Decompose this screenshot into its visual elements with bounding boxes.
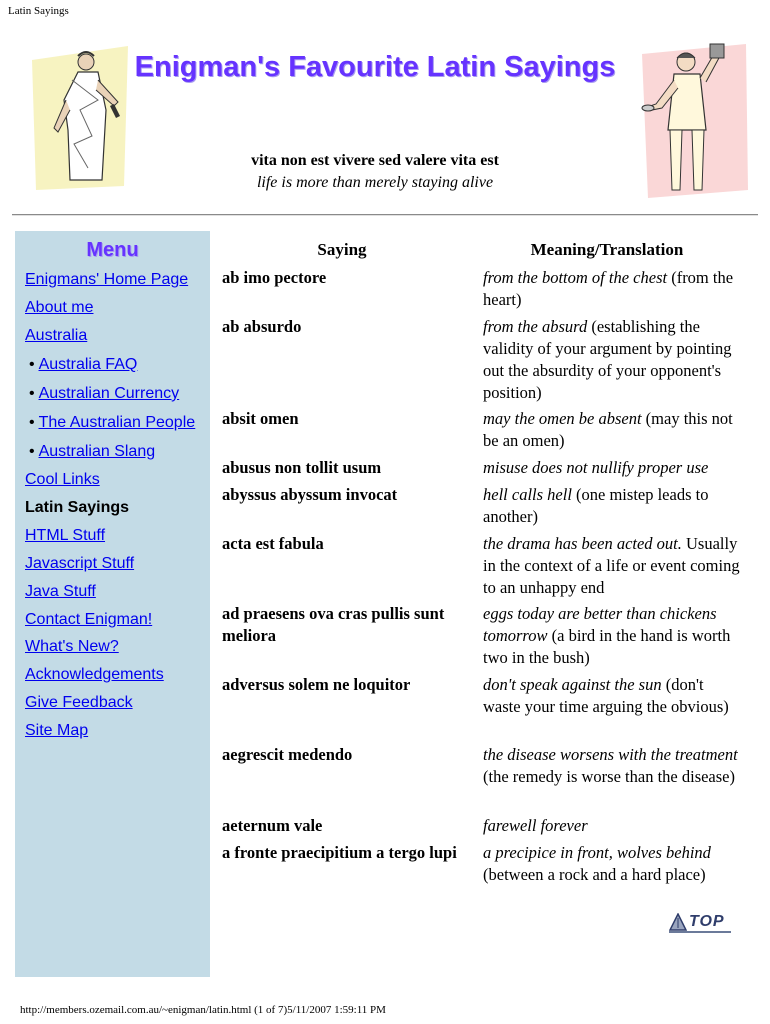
menu-item-html-stuff[interactable]: HTML Stuff (25, 527, 106, 544)
menu-title: Menu (86, 239, 139, 261)
motto-latin: vita non est vivere sed valere vita est (251, 152, 499, 169)
latin-saying: a fronte praecipitium a tergo lupi (222, 843, 457, 862)
menu-item-australian-currency[interactable] (29, 384, 179, 404)
literal-translation: farewell forever (483, 816, 588, 835)
menu-item-australia-faq[interactable] (29, 355, 137, 375)
menu-item-site-map[interactable]: Site Map (25, 722, 89, 739)
menu-item-latin-sayings-current: Latin Sayings (25, 499, 130, 516)
latin-saying: acta est fabula (222, 534, 324, 553)
latin-saying: abusus non tollit usum (222, 458, 382, 477)
meaning (483, 316, 741, 404)
latin-saying: absit omen (222, 409, 299, 428)
literal-translation: may the omen be absent (483, 409, 642, 428)
menu-item-whats-new[interactable]: What's New? (25, 638, 119, 655)
top-label: TOP (689, 913, 725, 930)
column-header-meaning: Meaning/Translation (530, 240, 684, 259)
menu-item-label[interactable]: Australia FAQ (38, 356, 138, 373)
latin-saying: aeternum vale (222, 816, 323, 835)
literal-translation: a precipice in front, wolves behind (483, 843, 711, 862)
print-footer: http://members.ozemail.com.au/~enigman/latin.html (1 of 7)5/11/2007 1:59:11 PM (20, 1004, 386, 1016)
column-header-saying: Saying (317, 240, 367, 259)
menu-item-australian-slang[interactable] (29, 442, 155, 462)
meaning (483, 457, 741, 479)
literal-translation: hell calls hell (483, 485, 572, 504)
menu-item-australia[interactable]: Australia (25, 327, 88, 344)
menu-item-cool-links[interactable]: Cool Links (25, 471, 100, 488)
literal-translation: the disease worsens with the treatment (483, 745, 738, 764)
meaning (483, 484, 741, 528)
page-title: Enigman's Favourite Latin Sayings (134, 51, 616, 83)
meaning (483, 533, 741, 599)
explanation: Usually in the context of a life or event coming to an unhappy end (483, 534, 740, 597)
latin-saying: ad praesens ova cras pullis sunt meliora (222, 604, 445, 645)
roman-figure-right-illustration (622, 40, 750, 200)
menu-item-give-feedback[interactable]: Give Feedback (25, 694, 133, 711)
latin-saying: aegrescit medendo (222, 745, 353, 764)
literal-translation: from the bottom of the chest (483, 268, 668, 287)
bullet: • (29, 356, 35, 373)
menu-item-australian-people[interactable] (29, 413, 195, 433)
menu-item-label[interactable]: The Australian People (38, 414, 196, 431)
menu-item-contact[interactable]: Contact Enigman! (25, 611, 153, 628)
explanation: (may this not be an omen) (483, 409, 733, 450)
back-to-top-button[interactable] (669, 911, 731, 933)
explanation: (from the heart) (483, 268, 734, 309)
sidebar-menu (15, 231, 210, 977)
top-underline (669, 931, 731, 933)
up-triangle-icon (669, 913, 687, 931)
explanation: (the remedy is worse than the disease) (483, 767, 735, 786)
meaning (483, 267, 741, 311)
meaning (483, 408, 741, 452)
motto-english: life is more than merely staying alive (256, 174, 494, 191)
explanation: (one mistep leads to another) (483, 485, 709, 526)
horizontal-divider (12, 214, 758, 216)
print-header: Latin Sayings (8, 5, 69, 17)
literal-translation: the drama has been acted out. (483, 534, 682, 553)
menu-item-acknowledgements[interactable]: Acknowledgements (25, 666, 164, 683)
latin-saying: abyssus abyssum invocat (222, 485, 398, 504)
menu-item-about-me[interactable]: About me (25, 299, 94, 316)
literal-translation: from the absurd (483, 317, 588, 336)
menu-item-label[interactable]: Australian Slang (38, 443, 156, 460)
explanation: (a bird in the hand is worth two in the bush) (483, 626, 731, 667)
roman-figure-left-illustration (28, 40, 132, 192)
literal-translation: misuse does not nullify proper use (483, 458, 709, 477)
explanation: (don't waste your time arguing the obvious) (483, 675, 729, 716)
latin-saying: adversus solem ne loquitor (222, 675, 411, 694)
meaning (483, 744, 741, 788)
bullet: • (29, 443, 35, 460)
menu-item-label[interactable]: Australian Currency (38, 385, 180, 402)
explanation: (between a rock and a hard place) (483, 865, 706, 884)
meaning (483, 603, 741, 669)
literal-translation: eggs today are better than chickens tomorrow (483, 604, 717, 645)
meaning (483, 674, 741, 718)
motto (130, 150, 620, 194)
bullet: • (29, 385, 35, 402)
latin-saying: ab absurdo (222, 317, 302, 336)
menu-item-home[interactable]: Enigmans' Home Page (25, 271, 189, 288)
latin-saying: ab imo pectore (222, 268, 327, 287)
literal-translation: don't speak against the sun (483, 675, 662, 694)
explanation: (establishing the validity of your argument by pointing out the absurdity of your opponent's position) (483, 317, 732, 402)
meaning (483, 842, 741, 886)
bullet: • (29, 414, 35, 431)
menu-item-java-stuff[interactable]: Java Stuff (25, 583, 96, 600)
meaning (483, 815, 741, 837)
menu-item-javascript-stuff[interactable]: Javascript Stuff (25, 555, 135, 572)
